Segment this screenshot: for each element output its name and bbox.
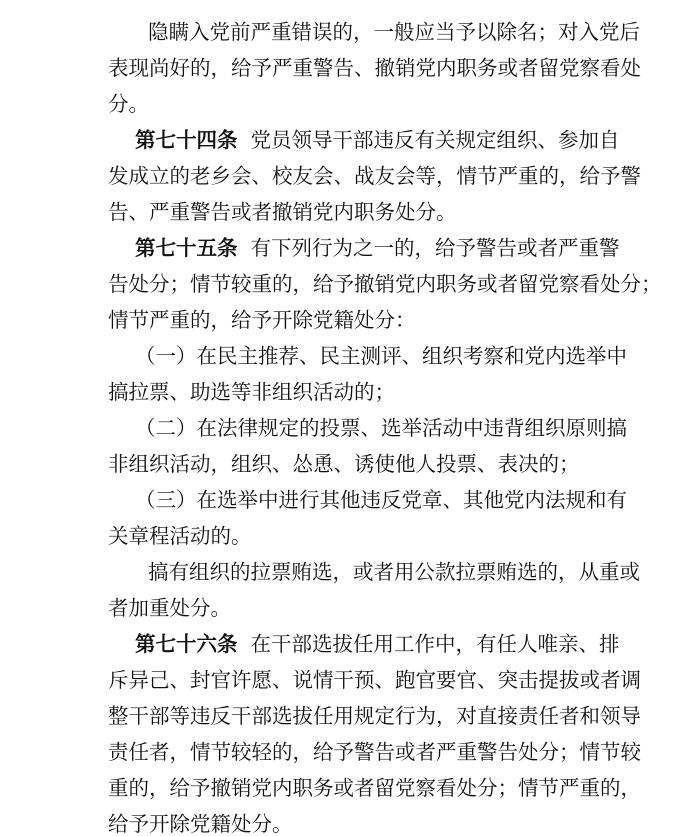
text-line: 搞拉票、助选等非组织活动的； (108, 380, 395, 404)
article-76-heading: 第七十六条 在干部选拔任用工作中，有任人唯亲、排 (135, 632, 620, 656)
text-line: （二）在法律规定的投票、选举活动中违背组织原则搞 (135, 416, 627, 440)
text-line: 关章程活动的。 (108, 524, 252, 548)
article-number: 第七十六条 (135, 632, 238, 656)
text-line: 隐瞒入党前严重错误的，一般应当予以除名；对入党后 (148, 20, 640, 44)
text-line: 重的，给予撤销党内职务或者留党察看处分；情节严重的， (108, 776, 641, 800)
text-line: 发成立的老乡会、校友会、战友会等，情节严重的，给予警 (108, 164, 641, 188)
text-line: 给予开除党籍处分。 (108, 812, 293, 836)
text-line: 责任者，情节较轻的，给予警告或者严重警告处分；情节较 (108, 740, 641, 764)
text-line: （一）在民主推荐、民主测评、组织考察和党内选举中 (135, 344, 627, 368)
text-line: 告、严重警告或者撤销党内职务处分。 (108, 200, 457, 224)
article-74-heading: 第七十四条 党员领导干部违反有关规定组织、参加自 (135, 128, 620, 152)
text-line: （三）在选举中进行其他违反党章、其他党内法规和有 (135, 488, 627, 512)
article-number: 第七十四条 (135, 128, 238, 152)
text-line: 者加重处分。 (108, 596, 231, 620)
text-line: 分。 (108, 92, 149, 116)
text-line: 情节严重的，给予开除党籍处分： (108, 308, 416, 332)
text-line: 搞有组织的拉票贿选，或者用公款拉票贿选的，从重或 (148, 560, 640, 584)
text-line: 告处分；情节较重的，给予撤销党内职务或者留党察看处分； (108, 272, 662, 296)
article-75-heading: 第七十五条 有下列行为之一的，给予警告或者严重警 (135, 236, 620, 260)
article-number: 第七十五条 (135, 236, 238, 260)
text-line: 斥异己、封官许愿、说情干预、跑官要官、突击提拔或者调 (108, 668, 641, 692)
text-line: 表现尚好的，给予严重警告、撤销党内职务或者留党察看处 (108, 56, 641, 80)
text-line: 非组织活动，组织、怂恿、诱使他人投票、表决的； (108, 452, 580, 476)
text-line: 整干部等违反干部选拔任用规定行为，对直接责任者和领导 (108, 704, 641, 728)
